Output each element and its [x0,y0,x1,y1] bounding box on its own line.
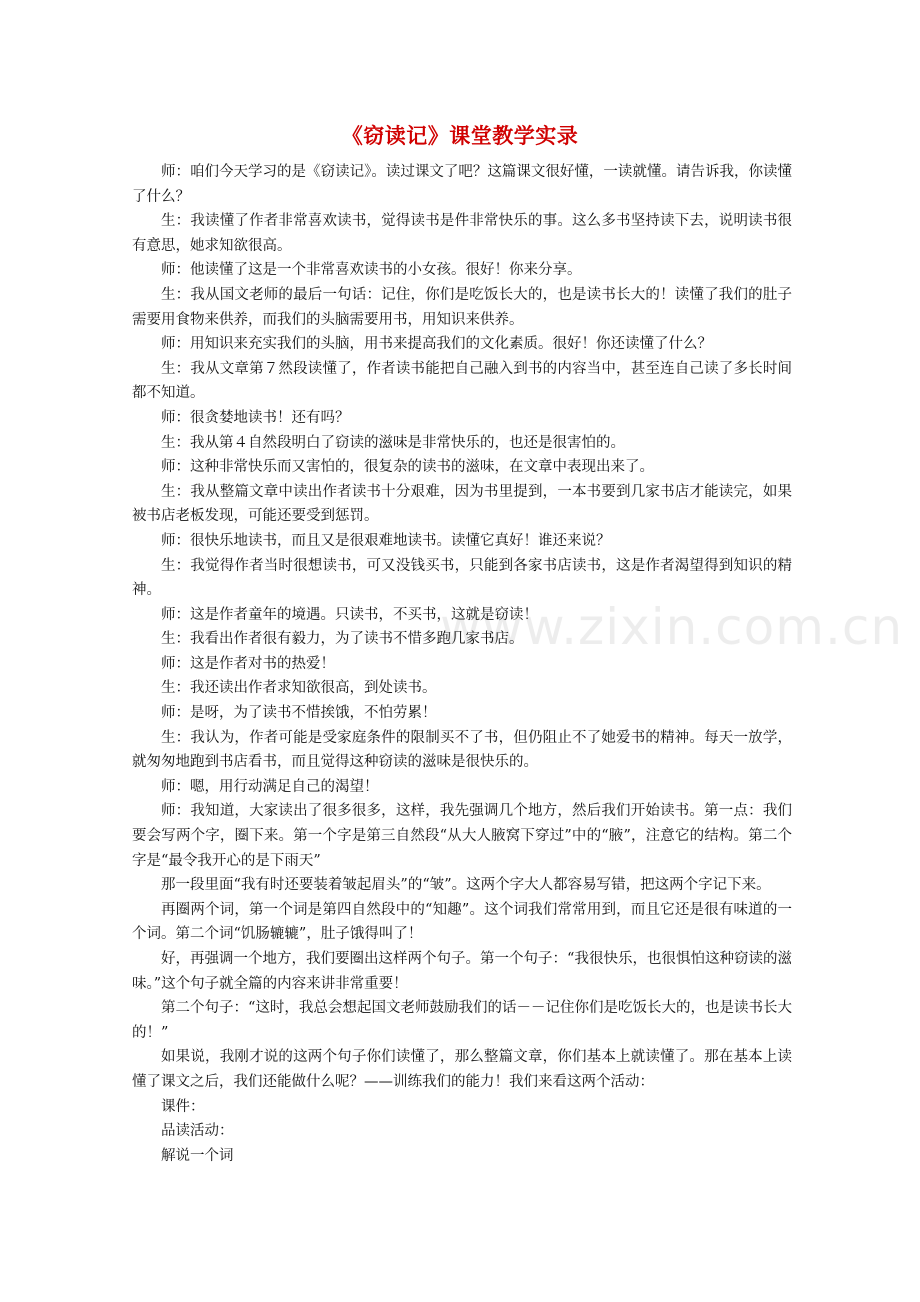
paragraph: 第二个句子：“这时，我总会想起国文老师鼓励我们的话－－记住你们是吃饭长大的，也是读书长大的！” [132,1000,792,1041]
document-title: 《窃读记》课堂教学实录 [341,123,579,148]
paragraph: 师：我知道，大家读出了很多很多，这样，我先强调几个地方，然后我们开始读书。第一点：我们要会写两个字，圈下来。第一个字是第三自然段“从大人腋窝下穿过”中的“腋”，注意它的结构。第二个字是“最令我开心的是下雨天” [132,803,792,869]
paragraph: 师：是呀，为了读书不惜挨饿，不怕劳累！ [161,705,437,722]
paragraph: 品读活动： [161,1123,234,1140]
paragraph: 那一段里面“我有时还要装着皱起眉头”的“皱”。这两个字大人都容易写错，把这两个字记下来。 [161,877,771,894]
paragraph: 生：我从国文老师的最后一句话：记住，你们是吃饭长大的，也是读书长大的！读懂了我们的肚子需要用食物来供养，而我们的头脑需要用书，用知识来供养。 [132,286,792,328]
paragraph: 再圈两个词，第一个词是第四自然段中的“知趣”。这个词我们常常用到，而且它还是很有味道的一个词。第二个词“饥肠辘辘”，肚子饿得叫了！ [132,901,792,943]
paragraph: 生：我读懂了作者非常喜欢读书，觉得读书是件非常快乐的事。这么多书坚持读下去，说明读书很有意思，她求知欲很高。 [132,213,792,254]
paragraph: 师：用知识来充实我们的头脑，用书来提高我们的文化素质。很好！你还读懂了什么？ [161,336,712,353]
paragraph: 师：这是作者童年的境遇。只读书，不买书，这就是窃读！ [161,606,538,623]
paragraph: 生：我认为，作者可能是受家庭条件的限制买不了书，但仍阻止不了她爱书的精神。每天一放学，就匆匆地跑到书店看书，而且觉得这种窃读的滋味是很快乐的。 [132,729,792,771]
paragraph: 师：这种非常快乐而又害怕的，很复杂的读书的滋味，在文章中表现出来了。 [161,459,654,476]
paragraph: 生：我觉得作者当时很想读书，可又没钱买书，只能到各家书店读书，这是作者渴望得到知识的精神。 [132,557,792,599]
paragraph: 生：我还读出作者求知欲很高，到处读书。 [161,680,437,697]
watermark-text: www.zixin.com.cn [440,598,904,656]
paragraph: 如果说，我刚才说的这两个句子你们读懂了，那么整篇文章，你们基本上就读懂了。那在基本上读懂了课文之后，我们还能做什么呢？——训练我们的能力！我们来看这两个活动： [132,1049,792,1090]
paragraph: 生：我从整篇文章中读出作者读书十分艰难，因为书里提到，一本书要到几家书店才能读完，如果被书店老板发现，可能还要受到惩罚。 [132,483,792,525]
paragraph: 生：我看出作者很有毅力，为了读书不惜多跑几家书店。 [161,631,524,648]
paragraph: 课件： [161,1098,205,1115]
paragraph: 师：咱们今天学习的是《窃读记》。读过课文了吧？这篇课文很好懂，一读就懂。请告诉我，你读懂了什么？ [132,164,792,205]
document-body [132,160,792,1168]
paragraph: 师：很快乐地读书，而且又是很艰难地读书。读懂它真好！谁还来说？ [161,532,611,549]
paragraph: 师：他读懂了这是一个非常喜欢读书的小女孩。很好！你来分享。 [161,262,582,279]
paragraph: 生：我从文章第７然段读懂了，作者读书能把自己融入到书的内容当中，甚至连自己读了多长时间都不知道。 [132,360,792,402]
paragraph: 生：我从第４自然段明白了窃读的滋味是非常快乐的，也还是很害怕的。 [161,434,625,451]
paragraph: 师：这是作者对书的热爱！ [161,655,335,672]
paragraph: 好，再强调一个地方，我们要圈出这样两个句子。第一个句子：“我很快乐，也很惧怕这种窃读的滋味。”这个句子就全篇的内容来讲非常重要！ [132,951,792,992]
paragraph: 解说一个词 [161,1147,234,1164]
paragraph: 师：嗯，用行动满足自己的渴望！ [161,778,379,795]
paragraph: 师：很贪婪地读书！还有吗？ [161,409,350,426]
